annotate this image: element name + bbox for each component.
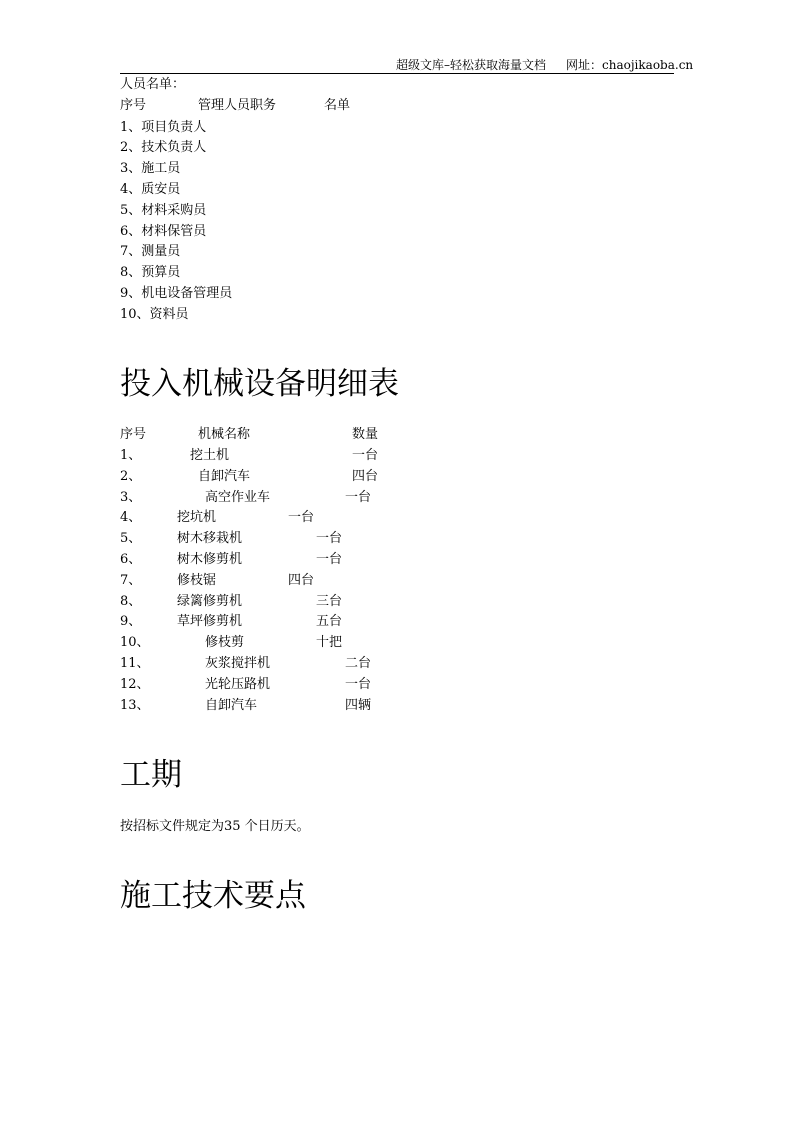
- equipment-row-no: 5、: [120, 531, 142, 547]
- personnel-item: 9、机电设备管理员: [120, 285, 233, 301]
- equipment-row-no: 4、: [120, 510, 142, 526]
- personnel-item: 5、材料采购员: [120, 202, 207, 218]
- equipment-row-no: 10、: [120, 635, 150, 651]
- equipment-row-qty: 三台: [316, 593, 343, 609]
- equipment-row-name: 修枝剪: [205, 635, 245, 651]
- equipment-row-qty: 一台: [316, 552, 343, 567]
- equipment-row-name: 高空作业车: [205, 489, 271, 505]
- equipment-heading: 投入机械设备明细表: [120, 366, 399, 402]
- personnel-item: 1、项目负责人: [120, 119, 207, 135]
- personnel-item: 3、施工员: [120, 161, 181, 177]
- equipment-row-qty: 一台: [316, 531, 343, 547]
- equipment-row-qty: 一台: [352, 448, 379, 463]
- header-url: 网址：chaojikaoba.cn: [566, 58, 694, 72]
- personnel-col-names: 名单: [324, 98, 351, 113]
- personnel-item: 10、资料员: [120, 306, 189, 322]
- personnel-item: 6、材料保管员: [120, 223, 207, 239]
- equipment-row-no: 13、: [120, 697, 150, 713]
- tech-heading: 施工技术要点: [120, 878, 306, 914]
- equipment-row-name: 灰浆搅拌机: [205, 656, 271, 671]
- equipment-row-qty: 四台: [288, 572, 315, 588]
- equipment-row-name: 光轮压路机: [205, 676, 271, 692]
- equipment-row-name: 挖土机: [190, 448, 230, 463]
- personnel-item: 4、质安员: [120, 181, 181, 197]
- personnel-title: 人员名单：: [120, 77, 186, 92]
- personnel-item: 2、技术负责人: [120, 140, 207, 156]
- personnel-item: 7、测量员: [120, 244, 181, 260]
- equipment-row-name: 树木修剪机: [177, 552, 243, 567]
- equipment-row-name: 树木移栽机: [177, 531, 243, 547]
- equipment-row-no: 9、: [120, 614, 142, 630]
- schedule-heading: 工期: [120, 757, 182, 793]
- equipment-row-no: 12、: [120, 676, 150, 692]
- equipment-row-no: 11、: [120, 656, 150, 671]
- personnel-col-role: 管理人员职务: [198, 98, 277, 113]
- equipment-row-qty: 一台: [288, 510, 315, 526]
- schedule-text: 按招标文件规定为35 个日历天。: [120, 819, 310, 834]
- equipment-row-name: 挖坑机: [177, 510, 217, 526]
- equipment-row-qty: 五台: [316, 614, 343, 630]
- equipment-row-no: 6、: [120, 552, 142, 567]
- equipment-row-name: 自卸汽车: [198, 468, 251, 484]
- equipment-row-no: 8、: [120, 593, 142, 609]
- personnel-item: 8、预算员: [120, 265, 181, 281]
- equipment-row-name: 自卸汽车: [205, 697, 258, 713]
- equipment-col-no: 序号: [120, 427, 147, 442]
- equipment-col-name: 机械名称: [198, 427, 251, 442]
- equipment-row-qty: 四台: [352, 468, 379, 484]
- equipment-row-qty: 四辆: [345, 697, 372, 713]
- equipment-row-no: 3、: [120, 489, 142, 505]
- header-site: 超级文库–轻松获取海量文档: [396, 58, 547, 72]
- equipment-col-qty: 数量: [352, 427, 379, 442]
- equipment-row-name: 修枝锯: [177, 572, 217, 588]
- personnel-col-no: 序号: [120, 98, 147, 113]
- equipment-row-qty: 一台: [345, 676, 372, 692]
- equipment-row-name: 草坪修剪机: [177, 614, 243, 630]
- equipment-row-name: 绿篱修剪机: [177, 593, 243, 609]
- equipment-row-qty: 十把: [316, 635, 343, 651]
- equipment-row-no: 1、: [120, 448, 142, 463]
- equipment-row-no: 2、: [120, 468, 142, 484]
- header-rule: [120, 73, 674, 74]
- equipment-row-qty: 二台: [345, 656, 372, 671]
- equipment-row-qty: 一台: [345, 489, 372, 505]
- equipment-row-no: 7、: [120, 572, 142, 588]
